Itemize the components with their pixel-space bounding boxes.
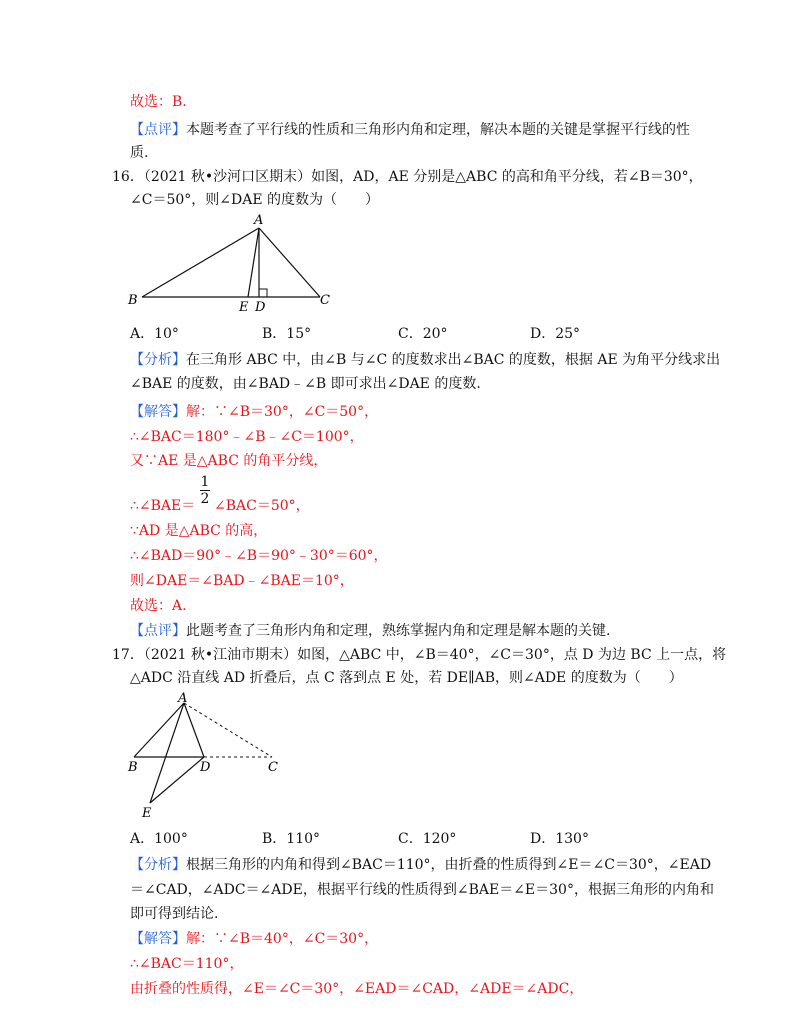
- q17-analysis-line-3: 即可得到结论.: [130, 906, 219, 922]
- q16-analysis-line-1: [130, 350, 720, 370]
- right-angle-mark: [259, 289, 267, 297]
- solution-text: 解：∵∠B＝40°，∠C＝30°，: [186, 931, 379, 947]
- analysis-text: 根据三角形的内角和得到∠BAC＝110°，由折叠的性质得到∠E＝∠C＝30°，∠EAD: [186, 857, 712, 873]
- comment-line: [130, 120, 690, 140]
- comment-tag: 【点评】: [130, 623, 186, 639]
- q17-analysis-line-1: [130, 855, 711, 875]
- solution-text: 解：∵∠B＝30°，∠C＝50°，: [186, 404, 379, 420]
- q16-solution-line-2: ∴∠BAC＝180°﹣∠B﹣∠C＝100°，: [130, 429, 364, 445]
- comment-tag: 【点评】: [130, 122, 186, 138]
- q16-solution-line-7: 则∠DAE＝∠BAD﹣∠BAE＝10°，: [130, 573, 354, 589]
- label-a: A: [178, 691, 188, 706]
- q17-stem-line-1: 17．（2021 秋•江油市期末）如图，△ABC 中，∠B＝40°，∠C＝30°，点 D 为边 BC 上一点，将: [112, 647, 727, 663]
- label-e: E: [239, 300, 249, 315]
- answer-line: 故选：B.: [130, 94, 187, 110]
- q16-stem-line-1: 16．（2021 秋•沙河口区期末）如图，AD，AE 分别是△ABC 的高和角平分线，若∠B＝30°，: [112, 169, 703, 185]
- q16-solution-line-1: [130, 402, 378, 422]
- label-b: B: [128, 760, 138, 775]
- q16-solution-line-4a: ∴∠BAE＝: [130, 498, 196, 514]
- q16-analysis-line-2: ∠BAE 的度数，由∠BAD﹣∠B 即可求出∠DAE 的度数.: [130, 376, 481, 392]
- q16-triangle-figure: [120, 210, 350, 315]
- q16-solution-line-6: ∴∠BAD＝90°﹣∠B＝90°﹣30°＝60°，: [130, 548, 388, 564]
- label-d: D: [200, 760, 211, 775]
- q16-solution-line-4b: ∠BAC＝50°，: [214, 498, 310, 514]
- fraction-one-half: [199, 474, 211, 507]
- label-b: B: [128, 293, 138, 308]
- q16-solution-line-5: ∵AD 是△ABC 的高，: [130, 523, 268, 539]
- q17-solution-line-2: ∴∠BAC＝110°，: [130, 956, 244, 972]
- q16-option-c: C．20°: [398, 326, 448, 342]
- segment-ab: [142, 228, 259, 297]
- q17-option-d: D．130°: [530, 831, 589, 847]
- q16-option-b: B．15°: [262, 326, 312, 342]
- segment-ad: [184, 703, 204, 757]
- segment-ae: [248, 228, 259, 297]
- q16-solution-line-3: 又∵AE 是△ABC 的角平分线，: [130, 453, 328, 469]
- analysis-text: 在三角形 ABC 中，由∠B 与∠C 的度数求出∠BAC 的度数，根据 AE 为角平分线求出: [186, 352, 721, 368]
- comment-text: 本题考查了平行线的性质和三角形内角和定理，解决本题的关键是掌握平行线的性: [186, 122, 690, 138]
- q17-fold-figure: [120, 690, 295, 820]
- q17-option-a: A．100°: [130, 831, 188, 847]
- q17-solution-line-1: [130, 929, 378, 949]
- q16-stem-line-2: ∠C＝50°，则∠DAE 的度数为（ ）: [130, 192, 379, 208]
- q17-analysis-line-2: ＝∠CAD，∠ADC＝∠ADE，根据平行线的性质得到∠BAE＝∠E＝30°，根据三角形的内角和: [130, 882, 714, 898]
- q16-solution-line-8: 故选：A.: [130, 598, 187, 614]
- label-a: A: [254, 213, 264, 228]
- q16-option-d: D．25°: [530, 326, 581, 342]
- analysis-tag: 【分析】: [130, 352, 186, 368]
- segment-ab: [134, 703, 184, 757]
- label-d: D: [255, 300, 266, 315]
- q17-solution-line-3: 由折叠的性质得，∠E＝∠C＝30°，∠EAD＝∠CAD，∠ADE＝∠ADC，: [130, 981, 584, 997]
- solution-tag: 【解答】: [130, 404, 186, 420]
- comment-line-2: 质.: [130, 145, 149, 161]
- label-c: C: [320, 293, 330, 308]
- label-e: E: [142, 806, 152, 820]
- q16-option-a: A．10°: [130, 326, 179, 342]
- comment-text: 此题考查了三角形内角和定理，熟练掌握内角和定理是解本题的关键.: [186, 623, 611, 639]
- q17-option-c: C．120°: [398, 831, 457, 847]
- solution-tag: 【解答】: [130, 931, 186, 947]
- segment-ac: [259, 228, 320, 297]
- label-c: C: [268, 760, 278, 775]
- q17-stem-line-2: △ADC 沿直线 AD 折叠后，点 C 落到点 E 处，若 DE∥AB，则∠ADE 的度数为（ ）: [130, 670, 683, 686]
- fraction-numerator: 1: [200, 474, 210, 490]
- analysis-tag: 【分析】: [130, 857, 186, 873]
- q16-comment-line: [130, 621, 610, 641]
- fraction-denominator: 2: [200, 491, 210, 507]
- segment-ac-dashed: [184, 703, 272, 757]
- q17-option-b: B．110°: [262, 831, 321, 847]
